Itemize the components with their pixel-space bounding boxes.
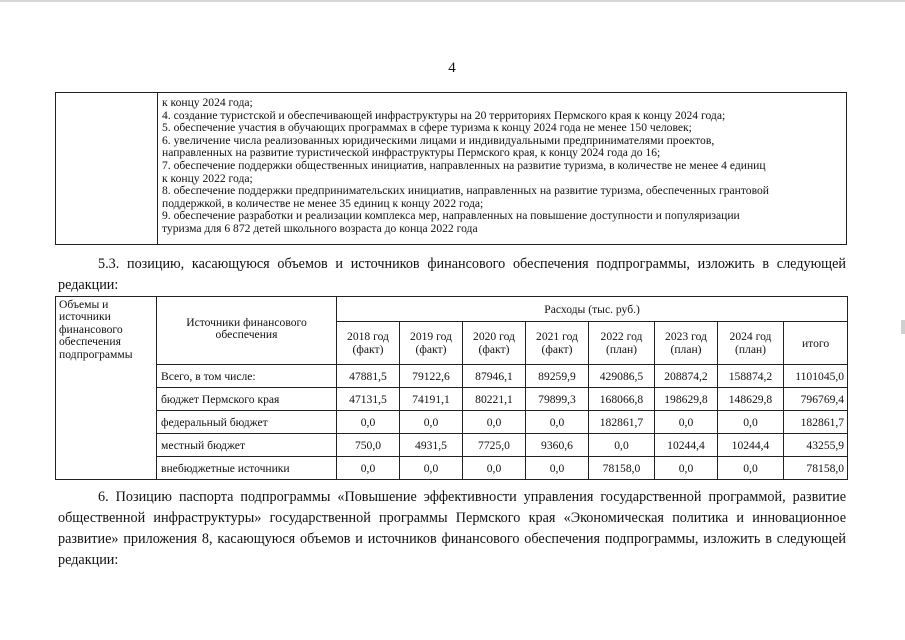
value-cell: 0,0 (337, 411, 400, 434)
goals-line: направленных на развитие туристической инфраструктуры Пермского края, к концу 2024 года до 16; (162, 146, 661, 160)
paragraph-6-text: 6. Позицию паспорта подпрограммы «Повышение эффективности управления государственной программой, развитие общественной инфраструктуры» государственной программы Пермского края «Экономическая политика и инновационное развитие» приложения 8, касающуюся объемов и источников финансового обеспечения подпрограммы, изложить в следующей редакции: (58, 489, 846, 568)
objects-header-cell: Объемы и источники финансового обеспечения подпрограммы (56, 297, 157, 480)
value-cell: 208874,2 (655, 365, 718, 388)
table-row (56, 365, 848, 388)
value-cell: 80221,1 (463, 388, 526, 411)
value-cell: 0,0 (400, 457, 463, 480)
value-cell: 74191,1 (400, 388, 463, 411)
value-cell: 78158,0 (589, 457, 655, 480)
value-cell: 7725,0 (463, 434, 526, 457)
source-cell: внебюджетные источники (157, 457, 337, 480)
value-cell: 10244,4 (655, 434, 718, 457)
year-kind-label: (факт) (415, 343, 447, 356)
value-cell: 148629,8 (718, 388, 784, 411)
value-cell: 79899,3 (526, 388, 589, 411)
year-kind-label: (план) (605, 343, 638, 356)
value-cell: 10244,4 (718, 434, 784, 457)
financing-table (55, 296, 848, 480)
year-label: 2021 год (536, 330, 578, 343)
goals-list (162, 97, 842, 236)
value-cell: 79122,6 (400, 365, 463, 388)
value-cell: 47131,5 (337, 388, 400, 411)
source-cell: Всего, в том числе: (157, 365, 337, 388)
goals-line: 5. обеспечение участия в обучающих программах в сфере туризма к концу 2024 года не менее 150 человек; (162, 121, 692, 135)
value-cell: 0,0 (526, 457, 589, 480)
total-value-cell: 78158,0 (784, 457, 848, 480)
source-cell: федеральный бюджет (157, 411, 337, 434)
value-cell: 168066,8 (589, 388, 655, 411)
value-cell: 198629,8 (655, 388, 718, 411)
sources-header-cell: Источники финансового обеспечения (157, 297, 337, 365)
goals-column-divider (157, 93, 158, 244)
table-row (56, 457, 848, 480)
year-header-cell (655, 322, 718, 365)
scan-edge (0, 0, 905, 2)
value-cell: 0,0 (526, 411, 589, 434)
goals-line: поддержкой, в количестве не менее 35 единиц к концу 2022 года; (162, 196, 484, 210)
value-cell: 158874,2 (718, 365, 784, 388)
goals-table-fragment (55, 92, 847, 245)
value-cell: 0,0 (589, 434, 655, 457)
year-label: 2018 год (347, 330, 389, 343)
year-label: 2022 год (600, 330, 643, 343)
paragraph-6 (58, 487, 846, 571)
source-cell: бюджет Пермского края (157, 388, 337, 411)
value-cell: 4931,5 (400, 434, 463, 457)
value-cell: 0,0 (337, 457, 400, 480)
year-label: 2019 год (410, 330, 452, 343)
goals-line: 6. увеличение числа реализованных юридическими лицами и индивидуальными предпринимателями проектов, (162, 133, 715, 147)
table-row (56, 434, 848, 457)
value-cell: 182861,7 (589, 411, 655, 434)
total-header-cell: итого (784, 322, 848, 365)
value-cell: 87946,1 (463, 365, 526, 388)
expenses-header-cell: Расходы (тыс. руб.) (337, 297, 848, 322)
total-value-cell: 43255,9 (784, 434, 848, 457)
value-cell: 0,0 (655, 411, 718, 434)
scan-artifact (901, 320, 905, 334)
goals-line: 4. создание туристской и обеспечивающей инфраструктуры на 20 территориях Пермского края к концу 2024 года; (162, 108, 726, 122)
total-value-cell: 1101045,0 (784, 365, 848, 388)
goals-line: 9. обеспечение разработки и реализации комплекса мер, направленных на повышение доступности и популяризации (162, 209, 740, 223)
goals-line: 8. обеспечение поддержки предпринимательских инициатив, направленных на развитие туризма, обеспеченных грантовой (162, 184, 769, 198)
goals-line: к концу 2022 года; (162, 171, 253, 185)
paragraph-5-3-text: 5.3. позицию, касающуюся объемов и источников финансового обеспечения подпрограммы, изложить в следующей редакции: (58, 256, 846, 293)
goals-line: к концу 2024 года; (162, 96, 253, 109)
year-kind-label: (план) (670, 343, 702, 356)
page-number: 4 (448, 60, 456, 76)
value-cell: 9360,6 (526, 434, 589, 457)
value-cell: 0,0 (718, 411, 784, 434)
value-cell: 750,0 (337, 434, 400, 457)
year-label: 2020 год (473, 330, 515, 343)
year-header-cell (589, 322, 655, 365)
year-header-cell (718, 322, 784, 365)
value-cell: 0,0 (400, 411, 463, 434)
total-value-cell: 796769,4 (784, 388, 848, 411)
value-cell: 0,0 (463, 457, 526, 480)
year-kind-label: (факт) (352, 343, 384, 356)
goals-line: туризма для 6 872 детей школьного возраста до конца 2022 года (162, 221, 478, 235)
value-cell: 0,0 (718, 457, 784, 480)
table-row (56, 388, 848, 411)
goals-line: 7. обеспечение поддержки общественных инициатив, направленных на развитие туризма, в количестве не менее 4 единиц (162, 158, 766, 172)
total-value-cell: 182861,7 (784, 411, 848, 434)
paragraph-5-3 (58, 254, 846, 296)
year-kind-label: (факт) (478, 343, 510, 356)
year-label: 2023 год (665, 330, 707, 343)
value-cell: 47881,5 (337, 365, 400, 388)
year-header-cell (337, 322, 400, 365)
source-cell: местный бюджет (157, 434, 337, 457)
year-kind-label: (факт) (541, 343, 573, 356)
table-row (56, 411, 848, 434)
year-label: 2024 год (729, 330, 772, 343)
value-cell: 429086,5 (589, 365, 655, 388)
value-cell: 89259,9 (526, 365, 589, 388)
value-cell: 0,0 (655, 457, 718, 480)
value-cell: 0,0 (463, 411, 526, 434)
year-kind-label: (план) (734, 343, 767, 356)
year-header-cell (526, 322, 589, 365)
year-header-cell (463, 322, 526, 365)
year-header-cell (400, 322, 463, 365)
